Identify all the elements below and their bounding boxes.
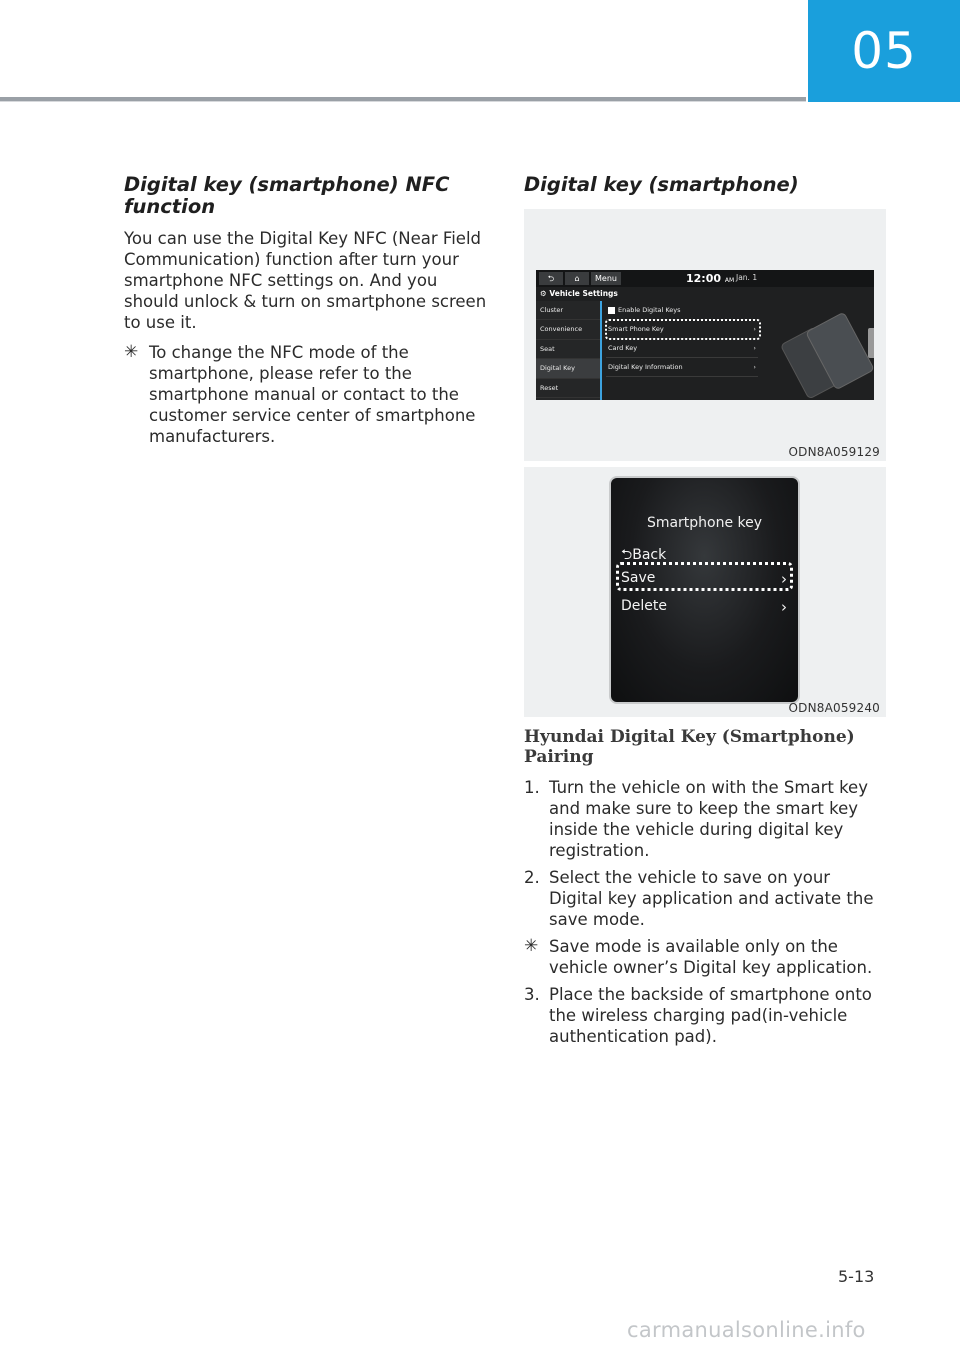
sidebar-item-cluster[interactable]: Cluster <box>536 301 600 320</box>
step-number: 2. <box>524 868 540 887</box>
back-arrow-icon: ⮌ <box>621 547 633 563</box>
highlight-dotted-frame <box>616 562 793 591</box>
vehicle-settings-label: Vehicle Settings <box>549 289 618 298</box>
back-button[interactable]: ⮌ <box>539 272 563 285</box>
option-label: Digital Key Information <box>608 363 683 371</box>
sidebar-item-reset[interactable]: Reset <box>536 379 600 398</box>
clock-time: 12:00 <box>686 272 722 285</box>
cluster-back-label: Back <box>632 547 667 563</box>
nfc-heading: Digital key (smartphone) NFC function <box>124 173 450 218</box>
step-number: 3. <box>524 985 540 1004</box>
pairing-steps <box>524 777 886 930</box>
option-label: Card Key <box>608 344 638 352</box>
menu-button[interactable]: Menu <box>591 272 621 285</box>
watermark: carmanualsonline.info <box>627 1318 866 1342</box>
cluster-delete-label: Delete <box>621 598 667 614</box>
date: Jan. 1 <box>736 273 758 282</box>
step-text: Place the backside of smartphone onto the wireless charging pad(in-vehicle authentication pad). <box>549 985 872 1046</box>
sidebar-item-digital-key[interactable]: Digital Key <box>536 359 600 378</box>
nfc-note-text: To change the NFC mode of the smartphone, please refer to the smartphone manual or contact to the customer service center of smartphone manufacturers. <box>149 343 476 446</box>
chevron-right-icon: › <box>753 344 756 352</box>
option-digital-key-information[interactable] <box>606 358 758 377</box>
note-star-icon: ✳ <box>124 342 139 362</box>
vehicle-settings-title <box>540 289 618 298</box>
cluster-title: Smartphone key <box>646 515 763 531</box>
scroll-tab[interactable] <box>868 328 874 358</box>
step-text: Turn the vehicle on with the Smart key and make sure to keep the smart key inside the vehicle during digital key registration. <box>549 778 868 860</box>
option-label: Enable Digital Keys <box>618 306 681 314</box>
save-mode-note-text: Save mode is available only on the vehicle owner’s Digital key application. <box>549 937 873 977</box>
status-bar <box>536 270 874 287</box>
option-card-key[interactable] <box>606 339 758 358</box>
step-text: Select the vehicle to save on your Digital key application and activate the save mode. <box>549 868 874 929</box>
right-column <box>524 174 886 1053</box>
infotainment-screen <box>536 270 874 400</box>
chapter-tab <box>808 0 960 102</box>
cluster-delete-item[interactable] <box>621 598 787 614</box>
option-enable-digital-keys[interactable] <box>606 301 758 320</box>
sidebar-divider <box>600 301 602 400</box>
chevron-right-icon: › <box>753 363 756 371</box>
header-rule-shadow <box>0 101 806 102</box>
figure-code: ODN8A059129 <box>788 445 880 459</box>
cluster-save-label: Save <box>621 570 656 586</box>
page-number: 5-13 <box>838 1267 875 1286</box>
note-star-icon: ✳ <box>524 936 539 956</box>
settings-sidebar <box>536 301 600 400</box>
step-number: 1. <box>524 778 540 797</box>
step-1 <box>524 777 886 861</box>
chevron-right-icon: › <box>781 570 787 588</box>
sidebar-item-convenience[interactable]: Convenience <box>536 320 600 339</box>
checkbox-icon[interactable] <box>608 307 615 314</box>
left-column <box>124 174 488 447</box>
home-icon[interactable]: ⌂ <box>565 272 589 285</box>
chevron-right-icon: › <box>781 598 787 616</box>
nfc-note <box>124 342 488 447</box>
digital-key-heading: Digital key (smartphone) <box>524 173 799 196</box>
chapter-number: 05 <box>851 22 917 80</box>
pairing-steps-cont <box>524 984 886 1047</box>
chevron-right-icon: › <box>753 325 756 333</box>
clock-ampm: AM <box>724 277 735 284</box>
cluster-smartphone-key-figure <box>524 467 886 717</box>
clock <box>686 271 734 288</box>
pairing-subheading: Hyundai Digital Key (Smartphone) Pairing <box>524 727 855 767</box>
step-2 <box>524 867 886 930</box>
highlight-dotted-frame <box>605 319 761 340</box>
option-label: Smart Phone Key <box>608 325 664 333</box>
nfc-paragraph: You can use the Digital Key NFC (Near Field Communication) function after turn your smartphone NFC settings on. And you should unlock & turn on smartphone screen to use it. <box>124 229 487 332</box>
vehicle-settings-figure <box>524 209 886 461</box>
step-3 <box>524 984 886 1047</box>
figure-code: ODN8A059240 <box>788 701 880 715</box>
cluster-screen <box>609 476 800 704</box>
save-mode-note <box>524 936 886 978</box>
sidebar-item-seat[interactable]: Seat <box>536 340 600 359</box>
gear-icon: ⚙ <box>540 289 547 298</box>
